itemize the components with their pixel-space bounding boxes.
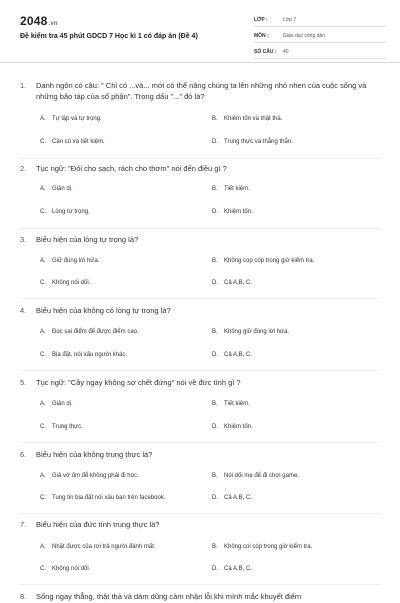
question-item bbox=[20, 377, 380, 443]
question-text-row bbox=[20, 80, 380, 102]
option-text: Cần cù và tiết kiệm. bbox=[52, 139, 105, 145]
question-number: 6. bbox=[20, 450, 27, 459]
answer-option[interactable] bbox=[212, 209, 253, 215]
logo-text: 2048 bbox=[20, 14, 48, 28]
question-text: Tục ngữ: "Cây ngay không sợ chết đứng" nói về đức tính gì ? bbox=[36, 378, 241, 387]
meta-label: SỐ CÂU : bbox=[254, 48, 277, 55]
answer-option[interactable] bbox=[212, 495, 252, 501]
option-letter: A. bbox=[40, 473, 46, 479]
option-letter: C. bbox=[40, 424, 46, 430]
answer-option[interactable] bbox=[40, 544, 156, 550]
option-letter: B. bbox=[212, 116, 218, 122]
option-letter: C. bbox=[40, 280, 46, 286]
option-text: Không nói dối. bbox=[52, 566, 91, 572]
meta-count bbox=[254, 45, 386, 59]
question-number: 8. bbox=[20, 592, 27, 601]
option-text: Giản dị. bbox=[52, 401, 73, 407]
option-text: Giả vờ ốm để không phải đi học. bbox=[52, 473, 139, 479]
answer-option[interactable] bbox=[212, 186, 250, 192]
option-text: Bịa đặt, nói xấu người khác. bbox=[52, 352, 127, 358]
answer-option[interactable] bbox=[40, 401, 73, 407]
question-item bbox=[20, 80, 380, 159]
answer-option[interactable] bbox=[212, 424, 253, 430]
option-text: Không cọp cóp trong giờ kiểm tra. bbox=[224, 258, 315, 264]
option-text: Giữ đúng lời hứa. bbox=[52, 258, 100, 264]
logo-tld: .vn bbox=[48, 21, 58, 27]
question-number: 5. bbox=[20, 378, 27, 387]
option-letter: D. bbox=[212, 352, 218, 358]
answer-option[interactable] bbox=[40, 139, 105, 145]
answer-option[interactable] bbox=[40, 329, 139, 335]
option-letter: C. bbox=[40, 209, 46, 215]
question-number: 4. bbox=[20, 306, 27, 315]
page-header bbox=[0, 0, 400, 63]
meta-value: 40 bbox=[283, 48, 289, 55]
question-item bbox=[20, 449, 380, 514]
question-text-row bbox=[20, 519, 380, 530]
answer-option[interactable] bbox=[212, 401, 250, 407]
site-logo[interactable] bbox=[20, 14, 58, 28]
option-letter: B. bbox=[212, 401, 218, 407]
option-text: Không giữ đúng lời hứa. bbox=[224, 329, 290, 335]
question-text: Biểu hiện của đức tính trung thực là? bbox=[36, 520, 160, 529]
option-text: Nhặt được của rơi trả người đánh mất. bbox=[52, 544, 156, 550]
answer-option[interactable] bbox=[40, 116, 102, 122]
option-text: Tung tin bịa đặt nói xấu bạn trên facebook. bbox=[52, 495, 166, 501]
question-item bbox=[20, 234, 380, 299]
option-text: Lòng tự trọng. bbox=[52, 209, 90, 215]
meta-label: MÔN : bbox=[254, 32, 269, 39]
option-text: Không nói dối. bbox=[52, 280, 91, 286]
option-letter: D. bbox=[212, 209, 218, 215]
document-title: Đề kiểm tra 45 phút GDCD 7 Học kì 1 có đáp án (Đề 4) bbox=[20, 33, 198, 40]
option-text: Cả A,B, C. bbox=[224, 352, 253, 358]
option-text: Nói dối mẹ để đi chơi game. bbox=[224, 473, 299, 479]
option-letter: D. bbox=[212, 424, 218, 430]
answer-option[interactable] bbox=[40, 495, 166, 501]
answer-option[interactable] bbox=[40, 186, 73, 192]
option-text: Tiết kiệm. bbox=[224, 186, 250, 192]
option-letter: B. bbox=[212, 473, 218, 479]
option-text: Khiêm tốn. bbox=[224, 424, 253, 430]
option-letter: B. bbox=[212, 329, 218, 335]
question-text: Biểu hiện của lòng tự trọng là? bbox=[36, 235, 139, 244]
answer-option[interactable] bbox=[40, 424, 83, 430]
question-number: 7. bbox=[20, 520, 27, 529]
answer-option[interactable] bbox=[212, 116, 282, 122]
option-text: Cả A,B, C. bbox=[224, 495, 253, 501]
answer-option[interactable] bbox=[212, 280, 252, 286]
answer-option[interactable] bbox=[212, 258, 314, 264]
answer-option[interactable] bbox=[212, 352, 252, 358]
answer-option[interactable] bbox=[212, 139, 293, 145]
question-text: Danh ngôn có câu: " Chỉ có ...và... mới có thể nâng chúng ta lên những nhỏ nhen của cuộc sống và những bão táp của số phận". Trong dấu "..." đó là? bbox=[36, 81, 367, 101]
question-number: 2. bbox=[20, 164, 27, 173]
option-text: Cả A,B, C. bbox=[224, 566, 253, 572]
option-letter: B. bbox=[212, 544, 218, 550]
option-letter: D. bbox=[212, 495, 218, 501]
meta-class bbox=[254, 13, 386, 27]
option-letter: A. bbox=[40, 186, 46, 192]
question-item bbox=[20, 591, 380, 603]
option-letter: D. bbox=[212, 139, 218, 145]
option-letter: A. bbox=[40, 258, 46, 264]
answer-option[interactable] bbox=[212, 329, 289, 335]
option-text: Khiêm tốn và thật thà. bbox=[224, 116, 283, 122]
question-item bbox=[20, 305, 380, 371]
option-text: Không coi cóp trong giờ kiểm tra. bbox=[224, 544, 313, 550]
option-letter: B. bbox=[212, 186, 218, 192]
question-number: 3. bbox=[20, 235, 27, 244]
option-text: Giản dị. bbox=[52, 186, 73, 192]
question-text: Biểu hiện của không trung thực là? bbox=[36, 450, 153, 459]
answer-option[interactable] bbox=[40, 209, 90, 215]
option-text: Đọc sai điểm để được điểm cao. bbox=[52, 329, 139, 335]
question-number: 1. bbox=[20, 81, 27, 90]
meta-subject bbox=[254, 29, 386, 43]
option-text: Khiêm tốn. bbox=[224, 209, 253, 215]
option-letter: A. bbox=[40, 401, 46, 407]
document-meta bbox=[254, 13, 386, 61]
option-letter: A. bbox=[40, 544, 46, 550]
question-text-row bbox=[20, 591, 380, 602]
question-item bbox=[20, 163, 380, 229]
question-text-row bbox=[20, 234, 380, 245]
answer-option[interactable] bbox=[40, 566, 90, 572]
option-letter: C. bbox=[40, 495, 46, 501]
question-text-row bbox=[20, 377, 380, 388]
option-text: Trung thực. bbox=[52, 424, 83, 430]
meta-value: Lớp 7 bbox=[283, 16, 297, 23]
question-text-row bbox=[20, 163, 380, 174]
question-text: Biểu hiện của không có lòng tự trọng là? bbox=[36, 306, 171, 315]
answer-option[interactable] bbox=[212, 544, 312, 550]
answer-option[interactable] bbox=[40, 352, 127, 358]
option-text: Tiết kiệm. bbox=[224, 401, 250, 407]
answer-option[interactable] bbox=[212, 473, 299, 479]
answer-option[interactable] bbox=[40, 258, 99, 264]
meta-label: LỚP : bbox=[254, 16, 268, 23]
option-text: Tự lập và tự trọng. bbox=[52, 116, 102, 122]
option-text: Cả A,B, C. bbox=[224, 280, 253, 286]
option-letter: C. bbox=[40, 352, 46, 358]
question-item bbox=[20, 519, 380, 585]
option-letter: A. bbox=[40, 116, 46, 122]
option-letter: C. bbox=[40, 566, 46, 572]
question-text-row bbox=[20, 305, 380, 316]
option-letter: D. bbox=[212, 280, 218, 286]
option-letter: A. bbox=[40, 329, 46, 335]
option-letter: C. bbox=[40, 139, 46, 145]
meta-value: Giáo dục công dân bbox=[283, 32, 325, 39]
answer-option[interactable] bbox=[40, 473, 139, 479]
question-text: Sống ngay thẳng, thật thà và dám dũng cảm nhận lỗi khi mình mắc khuyết điểm bbox=[36, 592, 302, 601]
option-letter: D. bbox=[212, 566, 218, 572]
option-text: Trung thực và thẳng thắn. bbox=[224, 139, 293, 145]
answer-option[interactable] bbox=[40, 280, 90, 286]
answer-option[interactable] bbox=[212, 566, 252, 572]
question-text: Tục ngữ: "Đói cho sạch, rách cho thơm" nói đến điều gì ? bbox=[36, 164, 227, 173]
question-text-row bbox=[20, 449, 380, 460]
option-letter: B. bbox=[212, 258, 218, 264]
